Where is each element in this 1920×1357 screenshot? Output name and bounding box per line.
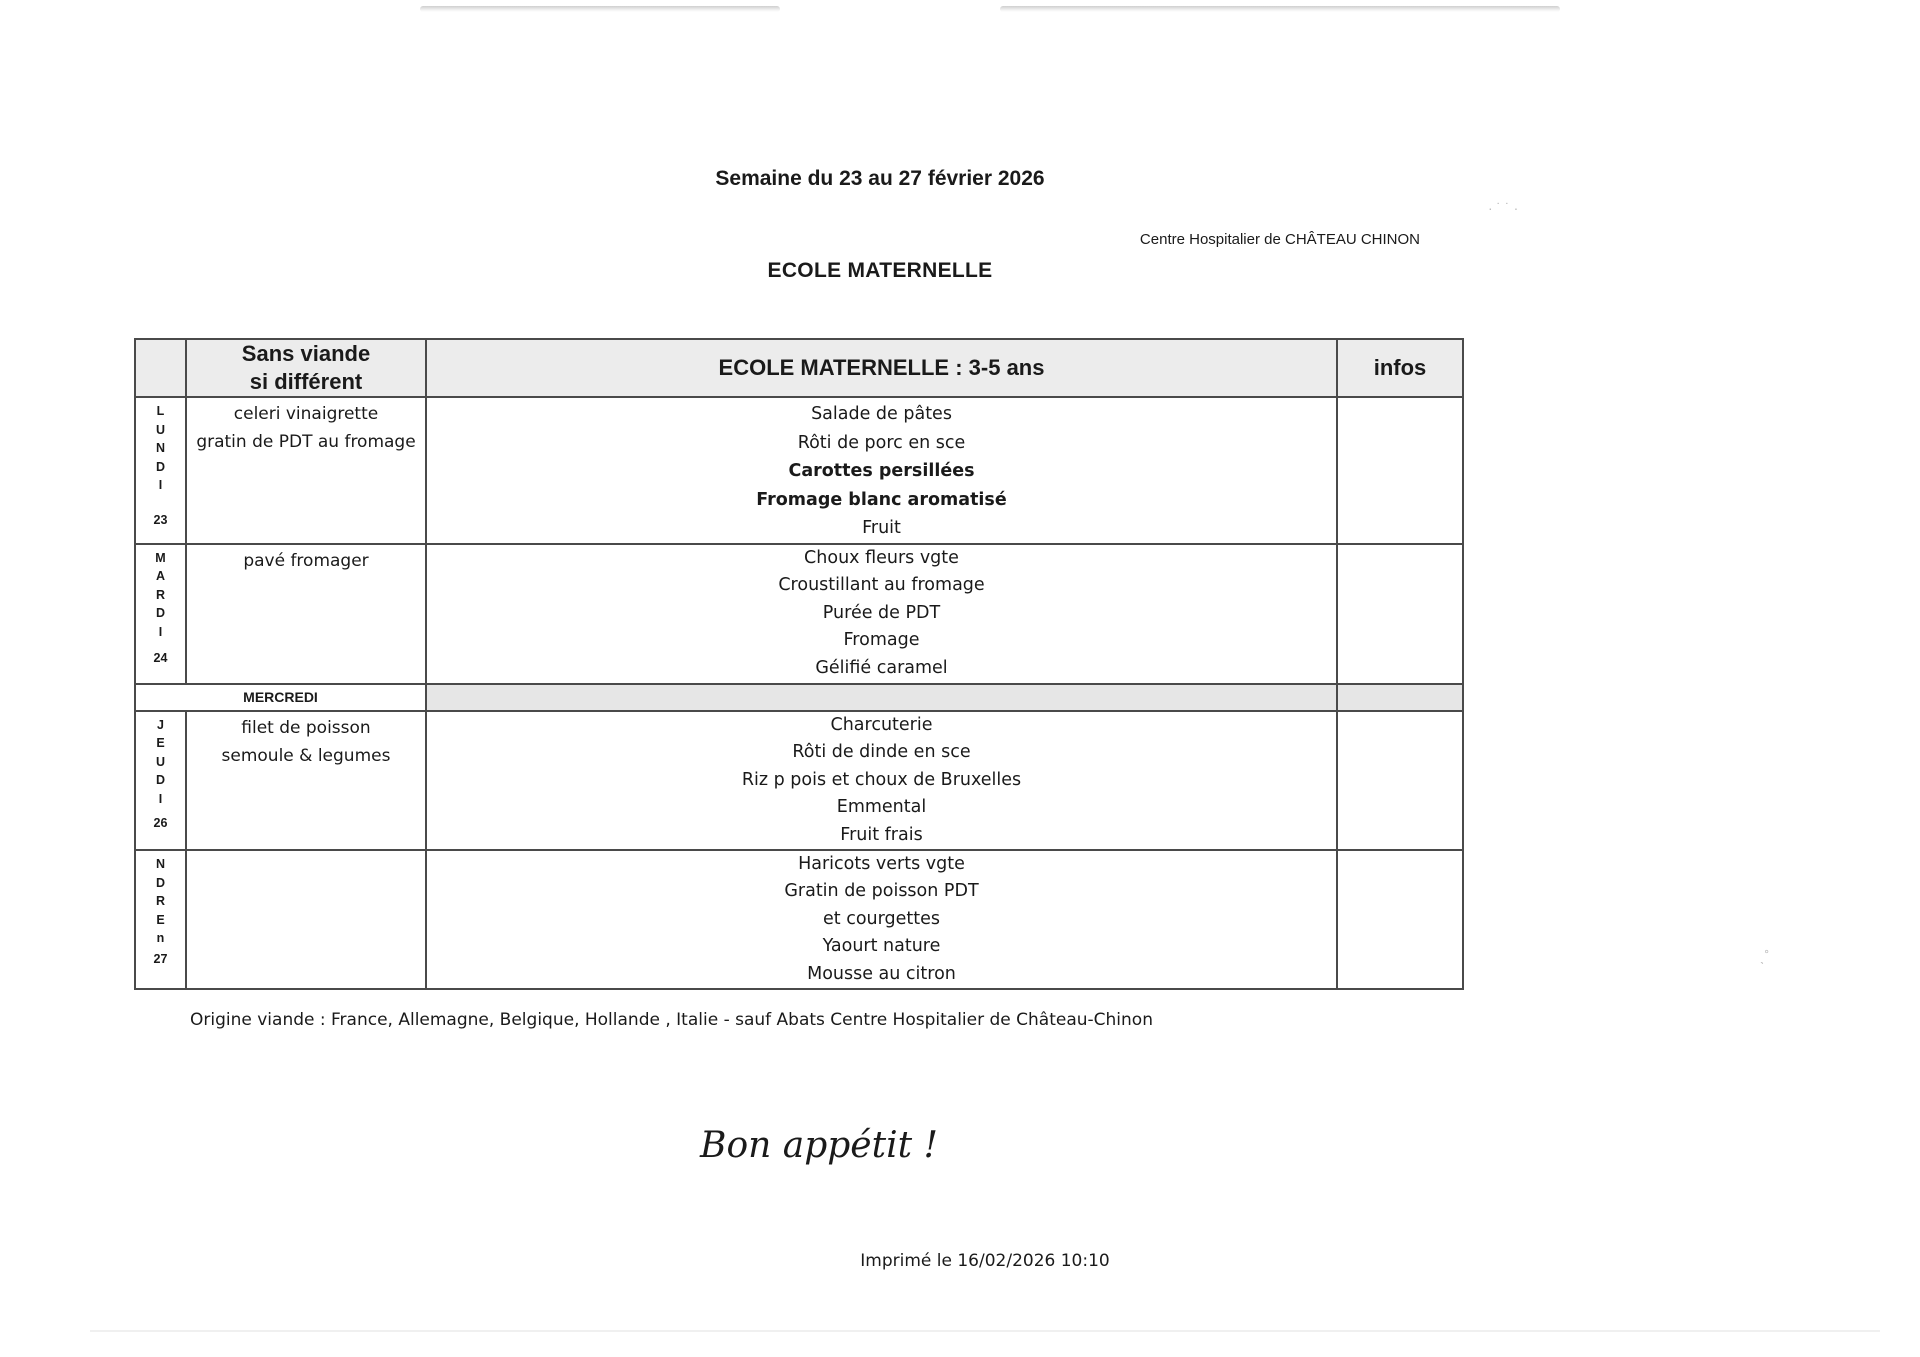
day-letter: R: [155, 587, 166, 602]
weekly-menu-table: [134, 338, 1464, 990]
week-title: Semaine du 23 au 27 février 2026: [715, 167, 1045, 190]
header-sans-viande: [186, 339, 426, 397]
wednesday-closed-cell: [426, 684, 1337, 711]
alternative-cell-monday: [186, 397, 426, 544]
menu-item: Riz p pois et choux de Bruxelles: [741, 769, 1022, 790]
wednesday-label: MERCREDI: [135, 684, 426, 711]
menu-item: Fromage: [843, 630, 920, 651]
alternative-item: semoule & legumes: [221, 745, 391, 766]
menu-item: Fruit frais: [840, 824, 923, 845]
scan-smudge-left: [420, 6, 780, 12]
day-letter: R: [155, 894, 166, 908]
day-number: 23: [153, 512, 168, 527]
menu-cell-tuesday: [426, 544, 1337, 684]
day-letter: D: [155, 459, 166, 474]
menu-item: Haricots verts vgte: [798, 854, 965, 874]
day-letter: A: [155, 569, 166, 584]
alternative-item: filet de poisson: [241, 717, 371, 738]
scan-speck: · ˙ ˙ ·: [1488, 200, 1519, 216]
menu-item: Carottes persillées: [788, 461, 975, 482]
menu-item: Gratin de poisson PDT: [784, 881, 979, 902]
header-main-menu: ECOLE MATERNELLE : 3-5 ans: [426, 339, 1337, 397]
day-letter: M: [155, 550, 166, 565]
table-row-thursday: [135, 711, 1463, 850]
alternative-item: celeri vinaigrette: [233, 404, 379, 424]
menu-item: Purée de PDT: [822, 602, 941, 623]
day-letter: I: [158, 791, 163, 806]
infos-cell-monday: [1337, 397, 1463, 544]
day-letter: D: [155, 773, 166, 788]
infos-cell-thursday: [1337, 711, 1463, 850]
table-row-monday: [135, 397, 1463, 544]
alternative-cell-thursday: [186, 711, 426, 850]
menu-cell-friday: [426, 850, 1337, 989]
day-letter: E: [156, 736, 165, 751]
alternative-cell-tuesday: [186, 544, 426, 684]
wednesday-infos-cell: [1337, 684, 1463, 711]
menu-item: Rôti de dinde en sce: [792, 742, 971, 763]
infos-cell-tuesday: [1337, 544, 1463, 684]
bon-appetit: Bon appétit !: [700, 1125, 938, 1166]
scan-bottom-shade: [90, 1330, 1880, 1332]
menu-item: Fruit: [862, 518, 901, 539]
day-cell-tuesday: [135, 544, 186, 684]
menu-item: Fromage blanc aromatisé: [756, 489, 1007, 510]
day-letter: U: [155, 754, 166, 769]
day-letter: I: [158, 624, 163, 639]
day-number: 26: [153, 816, 168, 831]
menu-item: Emmental: [836, 797, 927, 818]
day-letter: D: [155, 875, 166, 890]
menu-cell-thursday: [426, 711, 1337, 850]
menu-item: Charcuterie: [830, 714, 933, 735]
alternative-item: gratin de PDT au fromage: [196, 432, 416, 452]
day-number: 24: [153, 651, 168, 666]
table-header-row: [135, 339, 1463, 397]
menu-item: Mousse au citron: [807, 963, 956, 984]
day-number: 27: [153, 951, 168, 966]
day-letter: U: [155, 422, 166, 437]
header-infos: infos: [1337, 339, 1463, 397]
hospital-name: Centre Hospitalier de CHÂTEAU CHINON: [1139, 231, 1420, 248]
header-corner-cell: [135, 339, 186, 397]
menu-item: Rôti de porc en sce: [797, 432, 966, 453]
menu-item: Choux fleurs vgte: [804, 547, 959, 568]
table-row-tuesday: [135, 544, 1463, 684]
menu-item: Gélifié caramel: [815, 657, 948, 678]
day-letter: L: [156, 404, 165, 418]
printed-date: Imprimé le 16/02/2026 10:10: [860, 1251, 1110, 1271]
infos-cell-friday: [1337, 850, 1463, 989]
alternative-item: pavé fromager: [243, 550, 369, 571]
menu-cell-monday: [426, 397, 1337, 544]
day-cell-thursday: [135, 711, 186, 850]
day-letter: J: [157, 717, 164, 732]
day-letter: I: [158, 478, 163, 492]
alternative-cell-friday: [186, 850, 426, 989]
header-sans-viande-line1: Sans viande: [241, 341, 371, 366]
day-cell-friday: [135, 850, 186, 989]
menu-item: et courgettes: [823, 908, 940, 929]
school-title: ECOLE MATERNELLE: [767, 259, 993, 282]
day-letter: E: [156, 912, 165, 927]
menu-item: Croustillant au fromage: [778, 575, 985, 596]
day-letter: n: [156, 931, 165, 945]
header-sans-viande-line2: si différent: [249, 369, 363, 394]
scan-speck: ˎ˚: [1760, 948, 1770, 964]
day-letter: N: [155, 441, 166, 455]
day-letter: D: [155, 606, 166, 621]
table-row-wednesday: [135, 684, 1463, 711]
table-row-friday: [135, 850, 1463, 989]
day-cell-monday: [135, 397, 186, 544]
menu-item: Salade de pâtes: [811, 404, 952, 424]
day-letter: N: [155, 857, 166, 871]
menu-item: Yaourt nature: [822, 936, 941, 957]
meat-origin-note: Origine viande : France, Allemagne, Belgique, Hollande , Italie - sauf Abats Centre Hospitalier de Château-Chinon: [190, 1010, 1153, 1030]
scan-smudge-right: [1000, 6, 1560, 12]
